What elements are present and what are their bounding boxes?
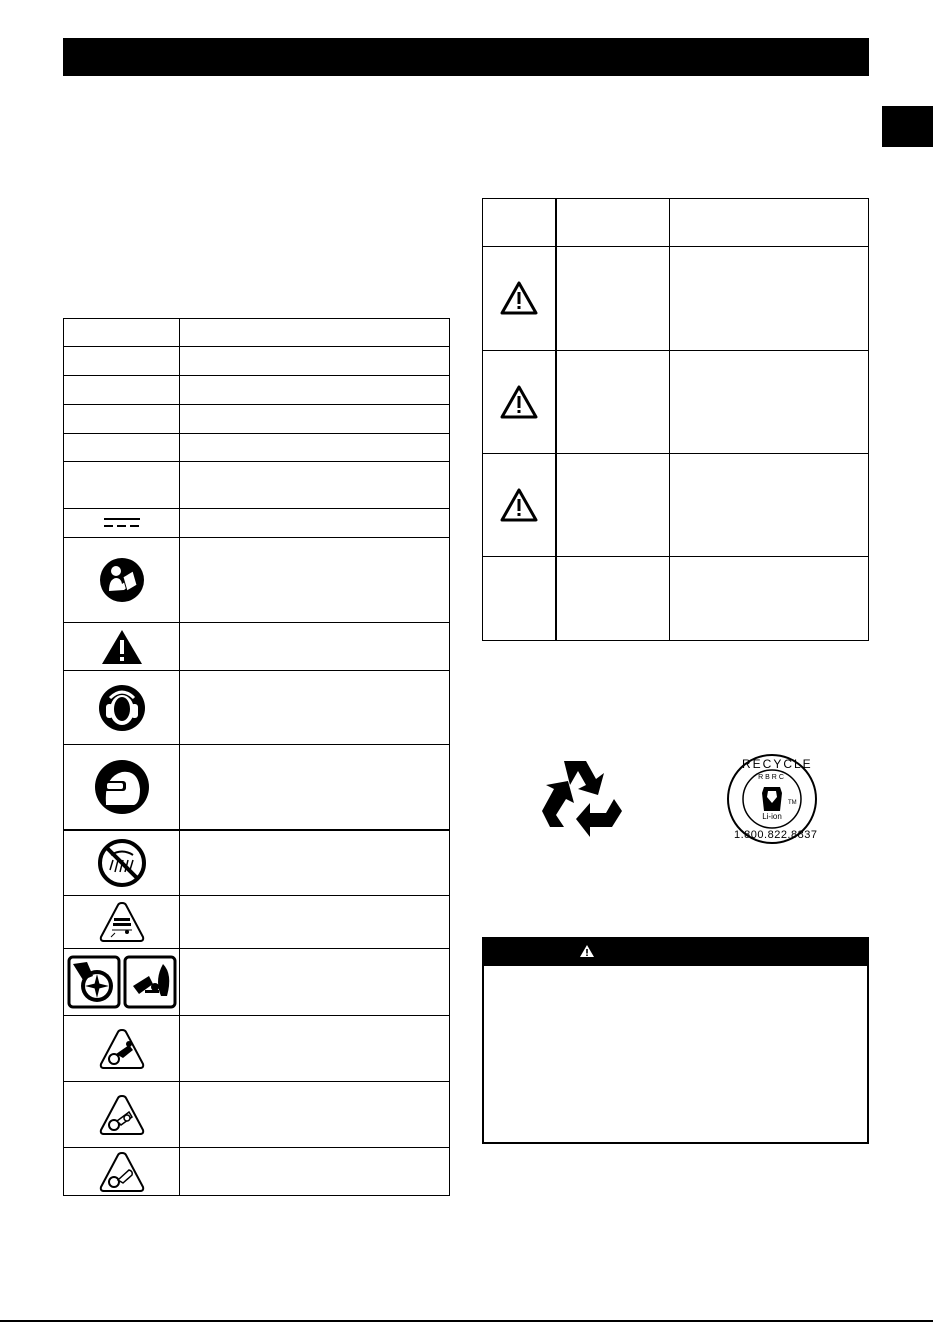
table-row — [64, 895, 449, 949]
section-header-text — [63, 48, 73, 65]
language-side-tab — [882, 106, 933, 147]
table-row — [64, 1015, 449, 1082]
table-row — [64, 461, 449, 509]
table-row — [64, 670, 449, 745]
rbrc-tm: TM — [788, 800, 797, 806]
table-row — [64, 404, 449, 434]
table-row — [64, 1081, 449, 1148]
chain-hazard-icon-1 — [99, 1028, 145, 1070]
warning-box — [482, 937, 869, 1144]
safety-alert-icon — [101, 629, 143, 665]
table-row — [64, 433, 449, 462]
signal-words-table — [482, 198, 869, 641]
rbrc-phone: 1.800.822.8837 — [734, 829, 818, 841]
table-row — [64, 829, 449, 897]
warning-triangle-icon — [500, 385, 538, 419]
chain-hazard-icon-3 — [99, 1151, 145, 1193]
table-row — [64, 622, 449, 671]
read-manual-icon — [99, 557, 145, 603]
warning-box-header — [484, 939, 867, 966]
eye-protection-icon — [94, 759, 150, 815]
page-bottom-rule — [0, 1320, 933, 1322]
table-row — [64, 346, 449, 376]
ear-protection-icon — [98, 684, 146, 732]
section-header-bar — [63, 38, 869, 76]
table-row — [483, 246, 868, 350]
rbrc-top-text: RECYCLE — [742, 757, 813, 771]
table-row — [64, 744, 449, 830]
rbrc-recycle-seal — [726, 753, 818, 845]
chain-hazard-icon-2 — [99, 1094, 145, 1136]
table-row — [483, 556, 868, 641]
table-row — [64, 508, 449, 538]
bystander-distance-icon — [99, 901, 145, 943]
table-row — [483, 350, 868, 453]
rbrc-mid-text: RBRC — [758, 774, 786, 781]
warning-triangle-icon — [500, 488, 538, 522]
table-row — [483, 453, 868, 557]
rbrc-chemistry: Li-ion — [762, 812, 782, 821]
table-row — [64, 948, 449, 1016]
direct-current-icon — [102, 516, 142, 530]
warning-triangle-icon — [579, 944, 595, 958]
table-row — [64, 537, 449, 623]
table-row — [64, 1147, 449, 1197]
rotating-fan-hazard-icon — [67, 954, 177, 1010]
warning-triangle-icon — [500, 281, 538, 315]
no-rain-icon — [97, 838, 147, 888]
recycle-arrows-icon — [534, 755, 626, 841]
table-row — [64, 375, 449, 405]
symbols-table — [63, 318, 450, 1196]
